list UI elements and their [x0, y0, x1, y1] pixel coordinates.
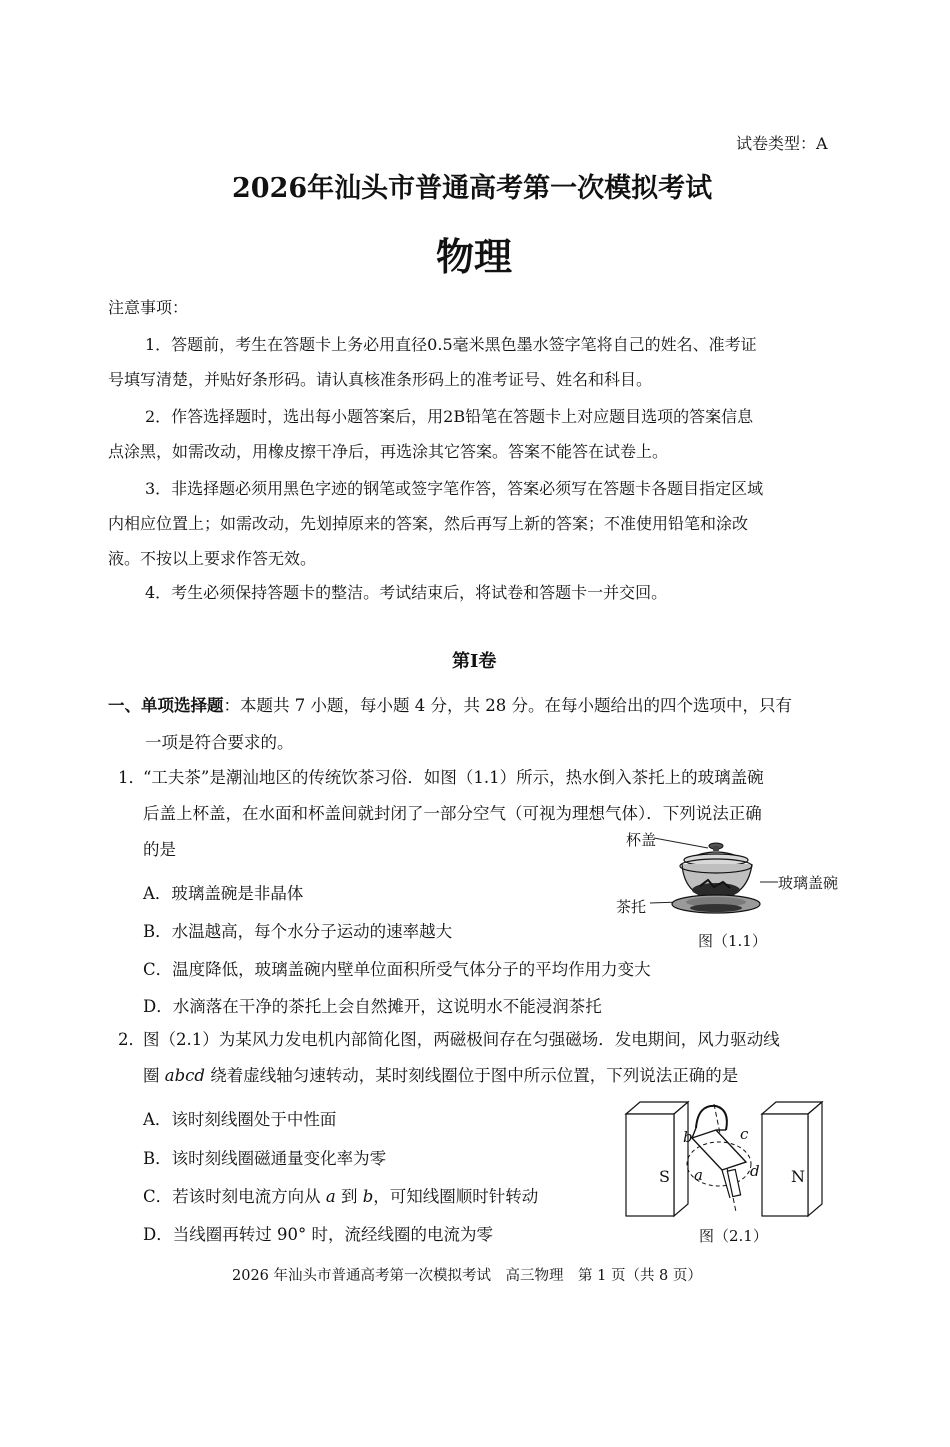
- question-number: 2．: [118, 1030, 145, 1049]
- var-a: a: [325, 1187, 336, 1206]
- label-lid: 杯盖: [626, 831, 657, 849]
- option-c: [143, 1183, 538, 1207]
- page-footer: 2026 年汕头市普通高考第一次模拟考试 高三物理 第 1 页（共 8 页）: [232, 1268, 702, 1284]
- var-b: b: [362, 1187, 374, 1206]
- paper-type: 试卷类型：A: [736, 134, 828, 153]
- coil-corner-a: a: [694, 1166, 703, 1184]
- question-stem: 后盖上杯盖，在水面和杯盖间就封闭了一部分空气（可视为理想气体）．下列说法正确: [143, 804, 762, 823]
- pole-n-label: N: [791, 1167, 805, 1186]
- generator-figure: [626, 1100, 846, 1218]
- coil-corner-d: d: [750, 1162, 760, 1180]
- question-stem: [143, 1062, 738, 1086]
- option-text: C．若该时刻电流方向从: [143, 1187, 326, 1206]
- option-d: D．水滴落在干净的茶托上会自然摊开，这说明水不能浸润茶托: [143, 997, 602, 1016]
- question-stem: 的是: [143, 840, 176, 859]
- figure-caption: 图（2.1）: [699, 1227, 768, 1245]
- question-stem: “工夫茶”是潮汕地区的传统饮茶习俗．如图（1.1）所示，热水倒入茶托上的玻璃盖碗: [143, 768, 764, 787]
- notice-line: 2．作答选择题时，选出每小题答案后，用2B铅笔在答题卡上对应题目选项的答案信息: [145, 407, 754, 426]
- coil-corner-c: c: [740, 1125, 749, 1143]
- subject-title: 物理: [436, 234, 513, 279]
- option-c: C．温度降低，玻璃盖碗内壁单位面积所受气体分子的平均作用力变大: [143, 960, 651, 979]
- section-heading: [108, 692, 792, 716]
- notice-line: 内相应位置上；如需改动，先划掉原来的答案，然后再写上新的答案；不准使用铅笔和涂改: [108, 514, 749, 533]
- stem-text: 绕着虚线轴匀速转动，某时刻线圈位于图中所示位置，下列说法正确的是: [204, 1066, 739, 1085]
- section-heading-line2: 一项是符合要求的。: [145, 733, 294, 752]
- option-a: A．玻璃盖碗是非晶体: [143, 884, 304, 903]
- coil-name: abcd: [164, 1066, 205, 1085]
- exam-title: 2026年汕头市普通高考第一次模拟考试: [232, 173, 713, 204]
- section-title: 第Ⅰ卷: [452, 651, 497, 672]
- option-text: ，可知线圈顺时针转动: [373, 1187, 539, 1206]
- label-bowl: 玻璃盖碗: [778, 874, 839, 892]
- tea-bowl-figure: [660, 830, 780, 925]
- notice-line: 号填写清楚，并贴好条形码。请认真核准条形码上的准考证号、姓名和科目。: [108, 370, 653, 389]
- notice-line: 点涂黑，如需改动，用橡皮擦干净后，再选涂其它答案。答案不能答在试卷上。: [108, 442, 669, 461]
- pole-s-label: S: [659, 1167, 670, 1186]
- label-saucer: 茶托: [616, 898, 647, 916]
- question-stem: 图（2.1）为某风力发电机内部简化图，两磁极间存在匀强磁场．发电期间，风力驱动线: [143, 1030, 780, 1049]
- option-b: B．该时刻线圈磁通量变化率为零: [143, 1149, 387, 1168]
- section-heading-text: ：本题共 7 小题，每小题 4 分，共 28 分。在每小题给出的四个选项中，只有: [223, 696, 792, 715]
- option-b: B．水温越高，每个水分子运动的速率越大: [143, 922, 453, 941]
- option-d: D．当线圈再转过 90° 时，流经线圈的电流为零: [143, 1225, 493, 1244]
- figure-caption: 图（1.1）: [698, 932, 767, 950]
- section-heading-bold: 单项选择题: [141, 696, 224, 715]
- notice-line: 3．非选择题必须用黑色字迹的钢笔或签字笔作答，答案必须写在答题卡各题目指定区域: [145, 479, 764, 498]
- section-number: 一、: [108, 696, 141, 715]
- stem-text: 圈: [143, 1066, 165, 1085]
- notice-heading: 注意事项：: [108, 298, 189, 317]
- notice-line: 液。不按以上要求作答无效。: [108, 549, 317, 568]
- notice-line: 1．答题前，考生在答题卡上务必用直径0.5毫米黑色墨水签字笔将自己的姓名、准考证: [145, 335, 757, 354]
- question-number: 1．: [118, 768, 145, 787]
- option-text: 到: [335, 1187, 363, 1206]
- option-a: A．该时刻线圈处于中性面: [143, 1110, 337, 1129]
- coil-corner-b: b: [683, 1128, 693, 1146]
- notice-line: 4．考生必须保持答题卡的整洁。考试结束后，将试卷和答题卡一并交回。: [145, 583, 668, 602]
